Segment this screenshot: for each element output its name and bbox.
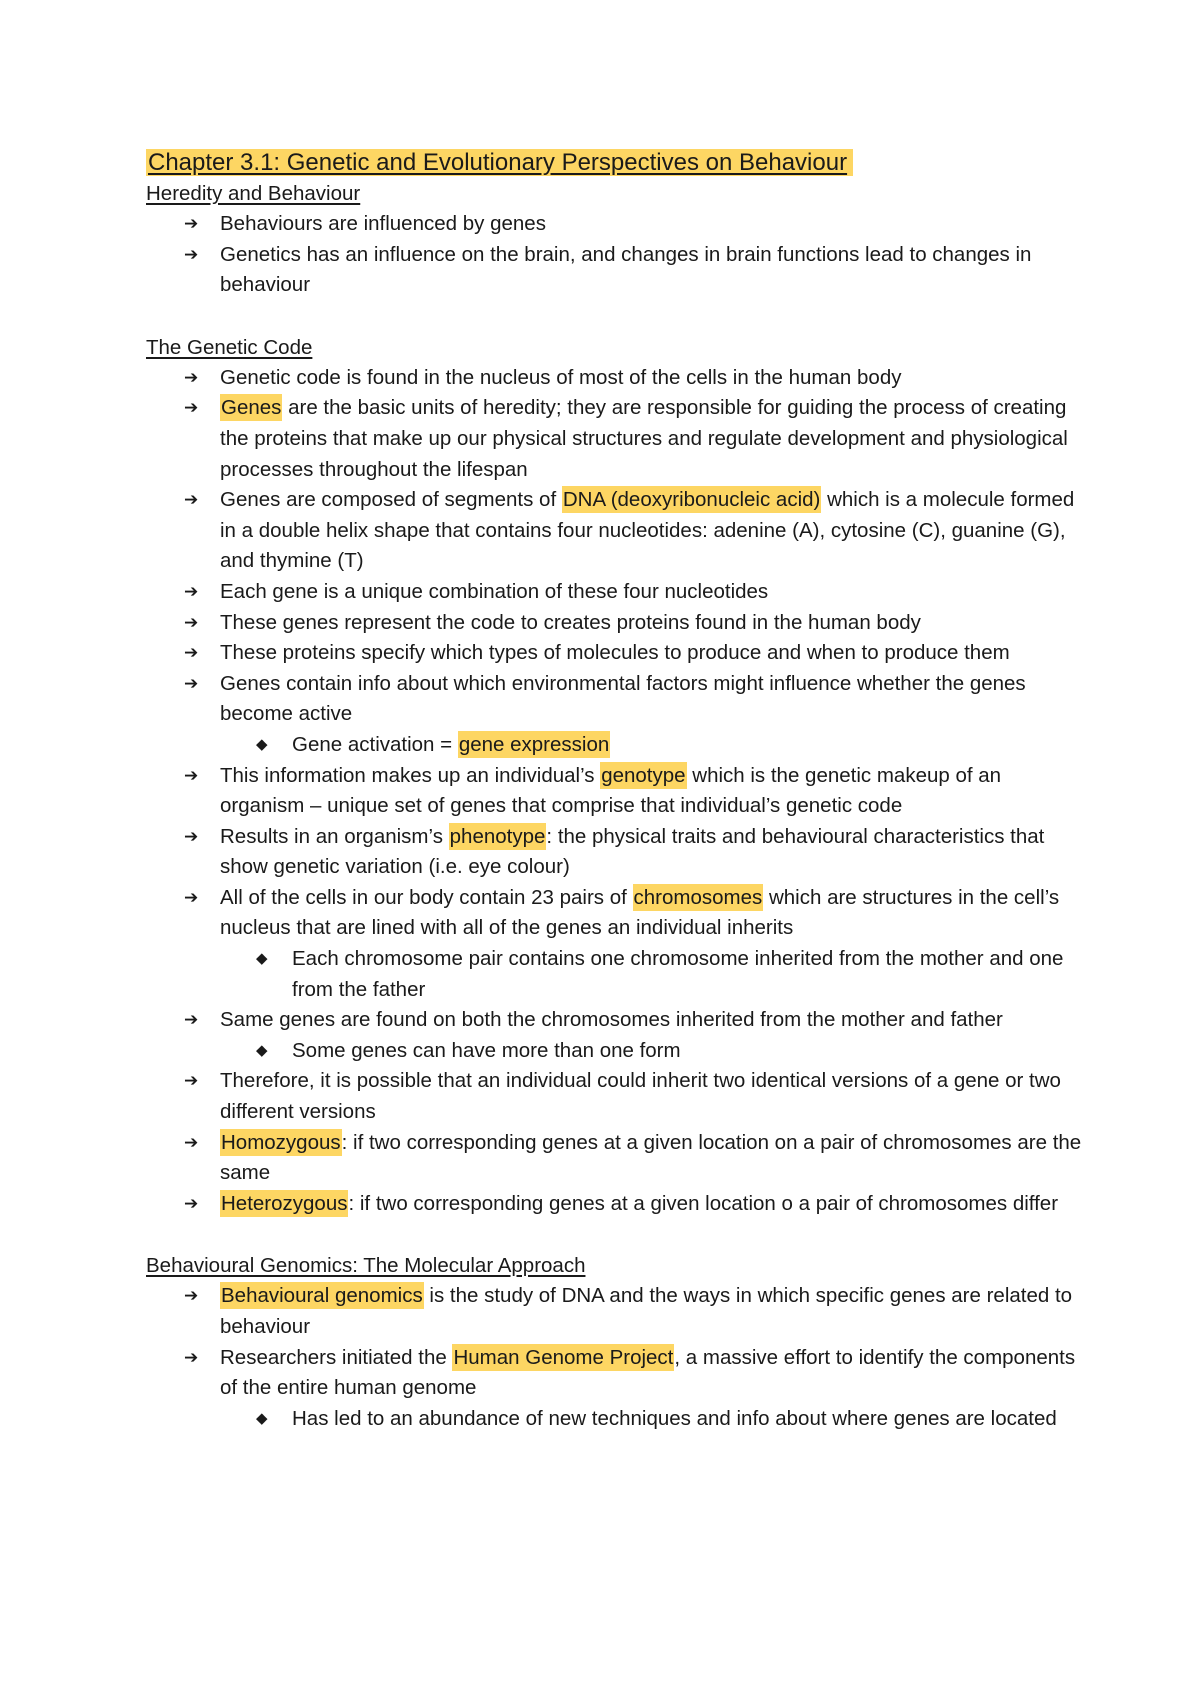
list-item: ➔ Researchers initiated the Human Genome Project, a massive effort to identify the components of the entire human genome	[146, 1343, 1090, 1404]
sub-list-item: ◆ Some genes can have more than one form	[146, 1036, 1090, 1067]
genetic-code-sublist	[146, 730, 1090, 761]
heading-heredity: Heredity and Behaviour	[146, 182, 361, 205]
heading-behavioural-genomics: Behavioural Genomics: The Molecular Approach	[146, 1254, 586, 1278]
arrow-bullet-icon: ➔	[184, 673, 199, 693]
genomics-list	[146, 1281, 1090, 1403]
arrow-bullet-icon: ➔	[184, 1132, 199, 1152]
genetic-code-list	[146, 363, 1090, 730]
list-item: ➔ This information makes up an individual’s genotype which is the genetic makeup of an organism – unique set of genes that comprise that individual’s genetic code	[146, 761, 1090, 822]
arrow-bullet-icon: ➔	[184, 490, 199, 510]
list-item: ➔ Each gene is a unique combination of these four nucleotides	[146, 577, 1090, 608]
arrow-bullet-icon: ➔	[184, 1071, 199, 1091]
highlighted-term: Genes	[221, 396, 282, 420]
arrow-bullet-icon: ➔	[184, 398, 199, 418]
title-highlight: Chapter 3.1: Genetic and Evolutionary Perspectives on Behaviour	[146, 149, 853, 176]
list-item: ➔ All of the cells in our body contain 23 pairs of chromosomes which are structures in the cell’s nucleus that are lined with all of the genes an individual inherits	[146, 883, 1090, 944]
arrow-bullet-icon: ➔	[184, 244, 199, 264]
genetic-code-sublist	[146, 944, 1090, 1005]
arrow-bullet-icon: ➔	[184, 826, 199, 846]
diamond-bullet-icon: ◆	[256, 950, 268, 968]
sub-list-item: ◆ Gene activation = gene expression	[146, 730, 1090, 761]
heredity-list	[146, 209, 1090, 301]
genetic-code-sublist	[146, 1036, 1090, 1067]
list-item: ➔ Heterozygous: if two corresponding genes at a given location o a pair of chromosomes differ	[146, 1189, 1090, 1220]
arrow-bullet-icon: ➔	[184, 887, 199, 907]
diamond-bullet-icon: ◆	[256, 1041, 268, 1059]
arrow-bullet-icon: ➔	[184, 367, 199, 387]
highlighted-term: DNA (deoxyribonucleic acid)	[562, 488, 821, 512]
genetic-code-list-continued	[146, 1066, 1090, 1219]
section-spacer	[146, 301, 1090, 332]
list-item: ➔ These proteins specify which types of molecules to produce and when to produce them	[146, 638, 1090, 669]
highlighted-term: Behavioural genomics	[221, 1284, 423, 1308]
arrow-bullet-icon: ➔	[184, 1010, 199, 1030]
list-item: ➔ Genes are the basic units of heredity; they are responsible for guiding the process of creating the proteins that make up our physical structures and regulate development and physiological processes throughout the lifespan	[146, 393, 1090, 485]
list-item: ➔ Results in an organism’s phenotype: the physical traits and behavioural characteristics that show genetic variation (i.e. eye colour)	[146, 822, 1090, 883]
highlighted-term: chromosomes	[633, 885, 763, 909]
chapter-title	[146, 148, 1090, 178]
arrow-bullet-icon: ➔	[184, 765, 199, 785]
list-item: ➔ Genetic code is found in the nucleus of most of the cells in the human body	[146, 363, 1090, 394]
list-item: ➔ Behavioural genomics is the study of DNA and the ways in which specific genes are related to behaviour	[146, 1281, 1090, 1342]
list-item: ➔ Behaviours are influenced by genes	[146, 209, 1090, 240]
highlighted-term: Heterozygous	[221, 1191, 348, 1215]
list-item: ➔ Genes contain info about which environmental factors might influence whether the genes become active	[146, 669, 1090, 730]
list-item: ➔ Therefore, it is possible that an individual could inherit two identical versions of a gene or two different versions	[146, 1066, 1090, 1127]
list-item: ➔ Same genes are found on both the chromosomes inherited from the mother and father	[146, 1005, 1090, 1036]
list-item: ➔ These genes represent the code to creates proteins found in the human body	[146, 608, 1090, 639]
section-spacer	[146, 1219, 1090, 1250]
highlighted-term: Human Genome Project	[453, 1345, 674, 1369]
highlighted-term: Homozygous	[221, 1130, 341, 1154]
arrow-bullet-icon: ➔	[184, 612, 199, 632]
highlighted-term: gene expression	[458, 732, 610, 756]
heading-genetic-code: The Genetic Code	[146, 335, 313, 359]
arrow-bullet-icon: ➔	[184, 581, 199, 601]
highlighted-term: genotype	[601, 763, 686, 787]
arrow-bullet-icon: ➔	[184, 1286, 199, 1306]
arrow-bullet-icon: ➔	[184, 1347, 199, 1367]
arrow-bullet-icon: ➔	[184, 214, 199, 233]
diamond-bullet-icon: ◆	[256, 735, 268, 753]
arrow-bullet-icon: ➔	[184, 1193, 199, 1213]
sub-list-item: ◆ Each chromosome pair contains one chromosome inherited from the mother and one from the father	[146, 944, 1090, 1005]
list-item: ➔ Genes are composed of segments of DNA (deoxyribonucleic acid) which is a molecule formed in a double helix shape that contains four nucleotides: adenine (A), cytosine (C), guanine (G), and thymine (T)	[146, 485, 1090, 577]
diamond-bullet-icon: ◆	[256, 1409, 268, 1427]
arrow-bullet-icon: ➔	[184, 643, 199, 663]
highlighted-term: phenotype	[449, 824, 546, 848]
genomics-sublist	[146, 1404, 1090, 1435]
list-item: ➔ Genetics has an influence on the brain, and changes in brain functions lead to changes in behaviour	[146, 240, 1090, 301]
list-item: ➔ Homozygous: if two corresponding genes at a given location on a pair of chromosomes are the same	[146, 1128, 1090, 1189]
genetic-code-list-continued	[146, 761, 1090, 945]
genetic-code-list-continued	[146, 1005, 1090, 1036]
sub-list-item: ◆ Has led to an abundance of new techniques and info about where genes are located	[146, 1404, 1090, 1435]
